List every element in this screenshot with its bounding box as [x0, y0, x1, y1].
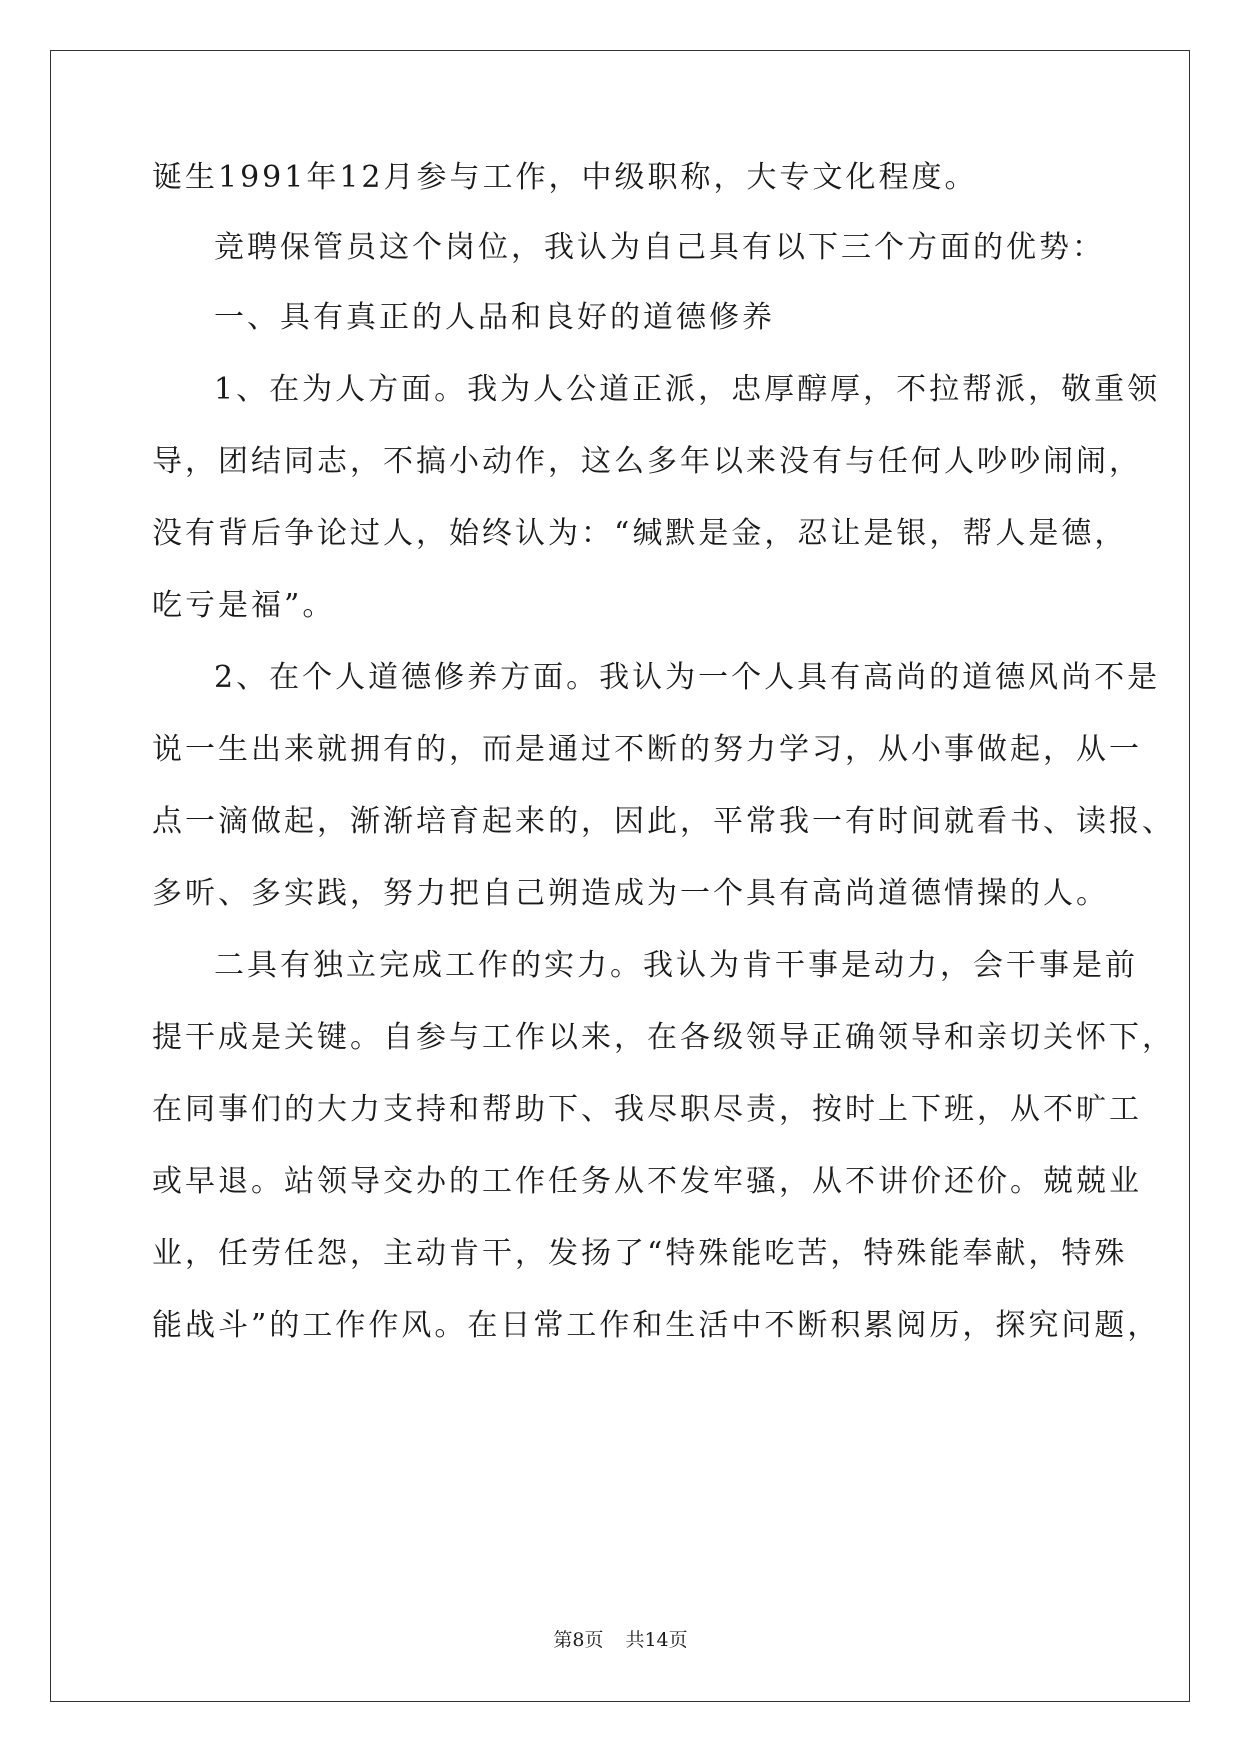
text-line: 1、在为人方面。我为人公道正派，忠厚醇厚，不拉帮派，敬重领	[214, 372, 1161, 407]
text-line: 业，任劳任怨，主动肯干，发扬了“特殊能吃苦，特殊能奉献，特殊	[152, 1236, 1128, 1271]
text-line: 竞聘保管员这个岗位，我认为自己具有以下三个方面的优势：	[214, 230, 1105, 265]
section-heading: 一、具有真正的人品和良好的道德修养	[214, 300, 775, 335]
text-line: 二具有独立完成工作的实力。我认为肯干事是动力，会干事是前	[214, 948, 1138, 983]
page-total: 共14页	[625, 1629, 688, 1651]
text-line: 导，团结同志，不搞小动作，这么多年以来没有与任何人吵吵闹闹，	[152, 444, 1142, 479]
text-line: 或早退。站领导交办的工作任务从不发牢骚，从不讲价还价。兢兢业	[152, 1164, 1142, 1199]
text-line: 在同事们的大力支持和帮助下、我尽职尽责，按时上下班，从不旷工	[152, 1092, 1142, 1127]
text-line: 吃亏是福”。	[152, 588, 336, 623]
text-line: 点一滴做起，渐渐培育起来的，因此，平常我一有时间就看书、读报、	[152, 804, 1175, 839]
text-line: 提干成是关键。自参与工作以来，在各级领导正确领导和亲切关怀下，	[152, 1020, 1175, 1055]
text-line: 2、在个人道德修养方面。我认为一个人具有高尚的道德风尚不是	[214, 660, 1161, 695]
text-line: 能战斗”的工作作风。在日常工作和生活中不断积累阅历，探究问题，	[152, 1308, 1161, 1343]
page-footer	[0, 1628, 1241, 1652]
text-line: 说一生出来就拥有的，而是通过不断的努力学习，从小事做起，从一	[152, 732, 1142, 767]
page-number: 第8页	[553, 1629, 604, 1651]
text-line: 没有背后争论过人，始终认为：“缄默是金，忍让是银，帮人是德，	[152, 516, 1128, 551]
text-line: 诞生1991年12月参与工作，中级职称，大专文化程度。	[152, 160, 978, 195]
text-line: 多听、多实践，努力把自己朔造成为一个具有高尚道德情操的人。	[152, 876, 1109, 911]
